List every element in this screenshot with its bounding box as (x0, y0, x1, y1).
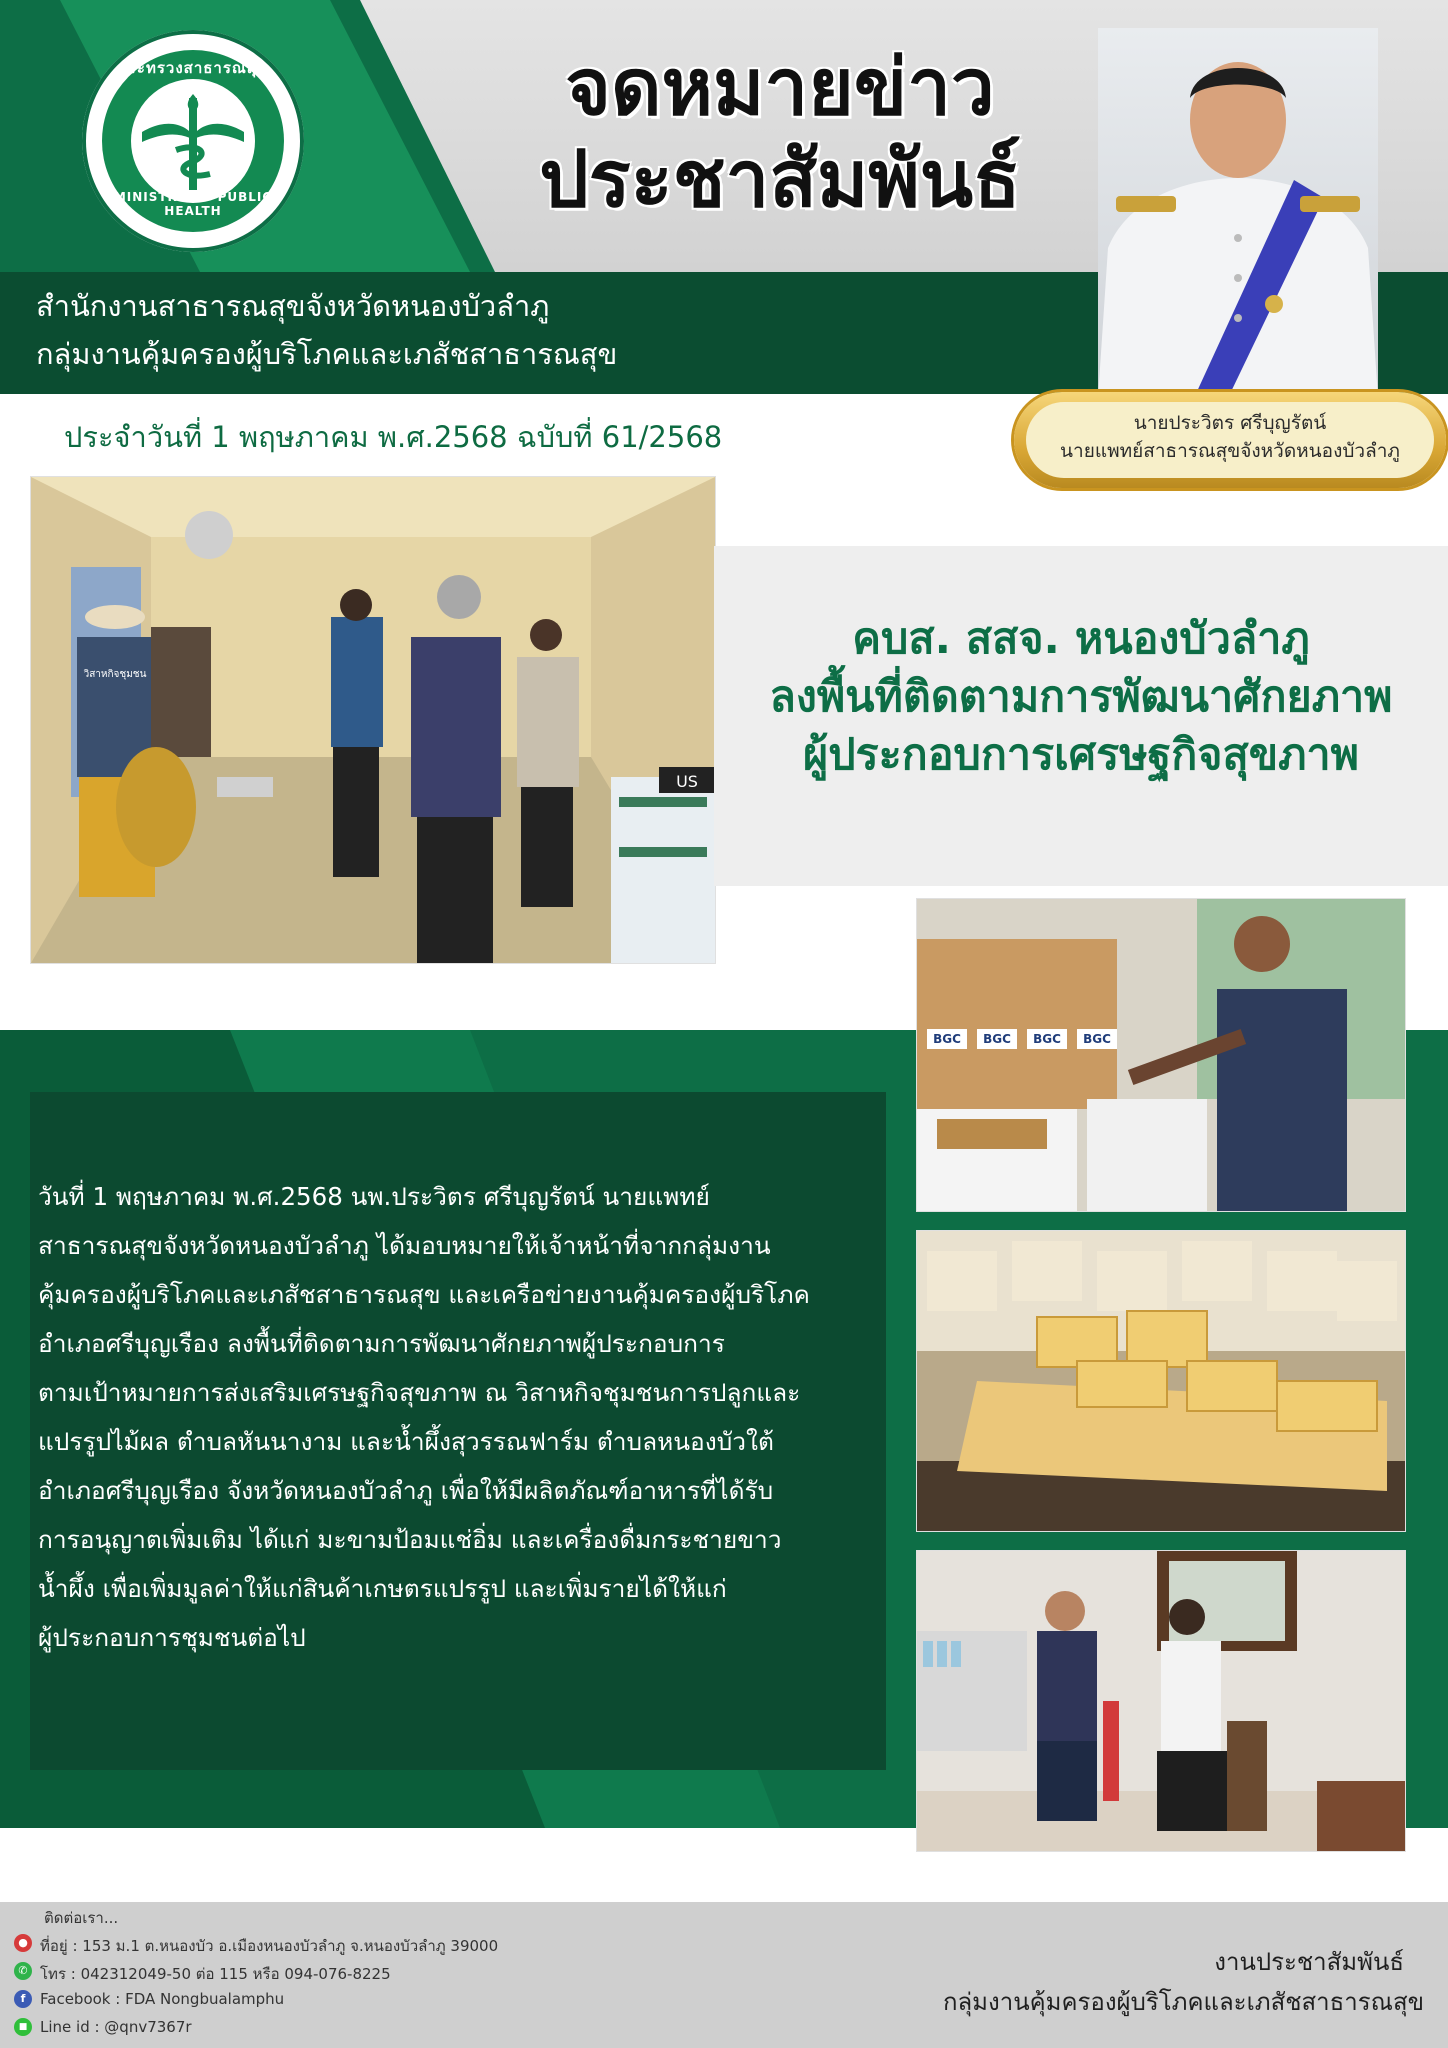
body-line: แปรรูปไม้ผล ตำบลหันนางาม และน้ำผึ้งสุวรรณฟาร์ม ตำบลหนองบัวใต้ (38, 1427, 774, 1456)
organization-name (36, 282, 996, 378)
newsletter-title (470, 42, 1090, 226)
box-brand-text: BGC (983, 1032, 1011, 1046)
headline-line-3: ผู้ประกอบการเศรษฐกิจสุขภาพ (803, 730, 1359, 780)
honeycomb-photo (917, 1231, 1405, 1531)
body-line: การอนุญาตเพิ่มเติม ได้แก่ มะขามป้อมแช่อิ่ม และเครื่องดื่มกระชายขาว (38, 1525, 782, 1554)
headline (714, 610, 1448, 784)
photo-honey-storage (916, 898, 1406, 1212)
box-brand-text: BGC (1033, 1032, 1061, 1046)
headline-line-2: ลงพื้นที่ติดตามการพัฒนาศักยภาพ (769, 672, 1393, 722)
photo-interview (916, 1550, 1406, 1852)
headline-line-1: คบส. สสจ. หนองบัวลำภู (852, 614, 1310, 664)
box-brand-text: BGC (1083, 1032, 1111, 1046)
interview-photo (917, 1551, 1405, 1851)
honey-storage-photo (917, 899, 1405, 1211)
body-line: วันที่ 1 พฤษภาคม พ.ศ.2568 นพ.ประวิตร ศรีบุญรัตน์ นายแพทย์ (38, 1182, 710, 1211)
body-line: น้ำผึ้ง เพื่อเพิ่มมูลค่าให้แก่สินค้าเกษตรแปรรูป และเพิ่มรายได้ให้แก่ (38, 1574, 727, 1603)
footer-dept-consumer: กลุ่มงานคุ้มครองผู้บริโภคและเภสัชสาธารณสุข (942, 1988, 1424, 2016)
footer-phone: โทร : 042312049-50 ต่อ 115 หรือ 094-076-8225 (40, 1965, 391, 1983)
main-photo-inspection (30, 476, 716, 964)
body-line: สาธารณสุขจังหวัดหนองบัวลำภู ได้มอบหมายให้เจ้าหน้าที่จากกลุ่มงาน (38, 1231, 771, 1260)
official-portrait-illustration (1098, 28, 1378, 398)
footer-facebook[interactable]: Facebook : FDA Nongbualamphu (40, 1990, 285, 2008)
body-line: อำเภอศรีบุญเรือง ลงพื้นที่ติดตามการพัฒนาศักยภาพผู้ประกอบการ (38, 1329, 725, 1358)
body-line: ตามเป้าหมายการส่งเสริมเศรษฐกิจสุขภาพ ณ วิสาหกิจชุมชนการปลูกและ (38, 1378, 801, 1407)
footer-address: ที่อยู่ : 153 ม.1 ต.หนองบัว อ.เมืองหนองบัวลำภู จ.หนองบัวลำภู 39000 (40, 1937, 499, 1955)
contact-title: ติดต่อเรา... (44, 1909, 119, 1927)
inspection-room-photo (31, 477, 715, 963)
shirt-text: วิสาหกิจชุมชน (83, 669, 147, 680)
footer-dept-pr: งานประชาสัมพันธ์ (1214, 1948, 1404, 1976)
body-line: ผู้ประกอบการชุมชนต่อไป (38, 1623, 306, 1652)
logo-text-thai: กระทรวงสาธารณสุข (117, 59, 269, 77)
official-portrait (1098, 28, 1378, 398)
official-position: นายแพทย์สาธารณสุขจังหวัดหนองบัวลำภู (1060, 440, 1400, 462)
body-line: อำเภอศรีบุญเรือง จังหวัดหนองบัวลำภู เพื่อให้มีผลิตภัณฑ์อาหารที่ได้รับ (38, 1476, 774, 1505)
issue-date: ประจำวันที่ 1 พฤษภาคม พ.ศ.2568 ฉบับที่ 61/2568 (64, 420, 723, 454)
facebook-icon: f (14, 1990, 32, 2008)
org-line-2: กลุ่มงานคุ้มครองผู้บริโภคและเภสัชสาธารณสุข (36, 337, 618, 371)
news-body-text (38, 1172, 878, 1662)
official-name: นายประวิตร ศรีบุญรัตน์ (1133, 412, 1327, 434)
logo-text-english: MINISTRY OF PUBLIC HEALTH (113, 190, 273, 218)
photo-honeycomb (916, 1230, 1406, 1532)
location-pin-icon: ● (14, 1934, 32, 1952)
sign-text: US (676, 772, 698, 791)
title-line-2: ประชาสัมพันธ์ (539, 135, 1021, 225)
footer-line-id[interactable]: Line id : @qnv7367r (40, 2018, 192, 2036)
title-line-1: จดหมายข่าว (565, 43, 995, 133)
line-app-icon: ■ (14, 2018, 32, 2036)
body-line: คุ้มครองผู้บริโภคและเภสัชสาธารณสุข และเครือข่ายงานคุ้มครองผู้บริโภค (38, 1280, 810, 1309)
org-line-1: สำนักงานสาธารณสุขจังหวัดหนองบัวลำภู (36, 289, 550, 323)
box-brand-text: BGC (933, 1032, 961, 1046)
phone-icon: ✆ (14, 1962, 32, 1980)
